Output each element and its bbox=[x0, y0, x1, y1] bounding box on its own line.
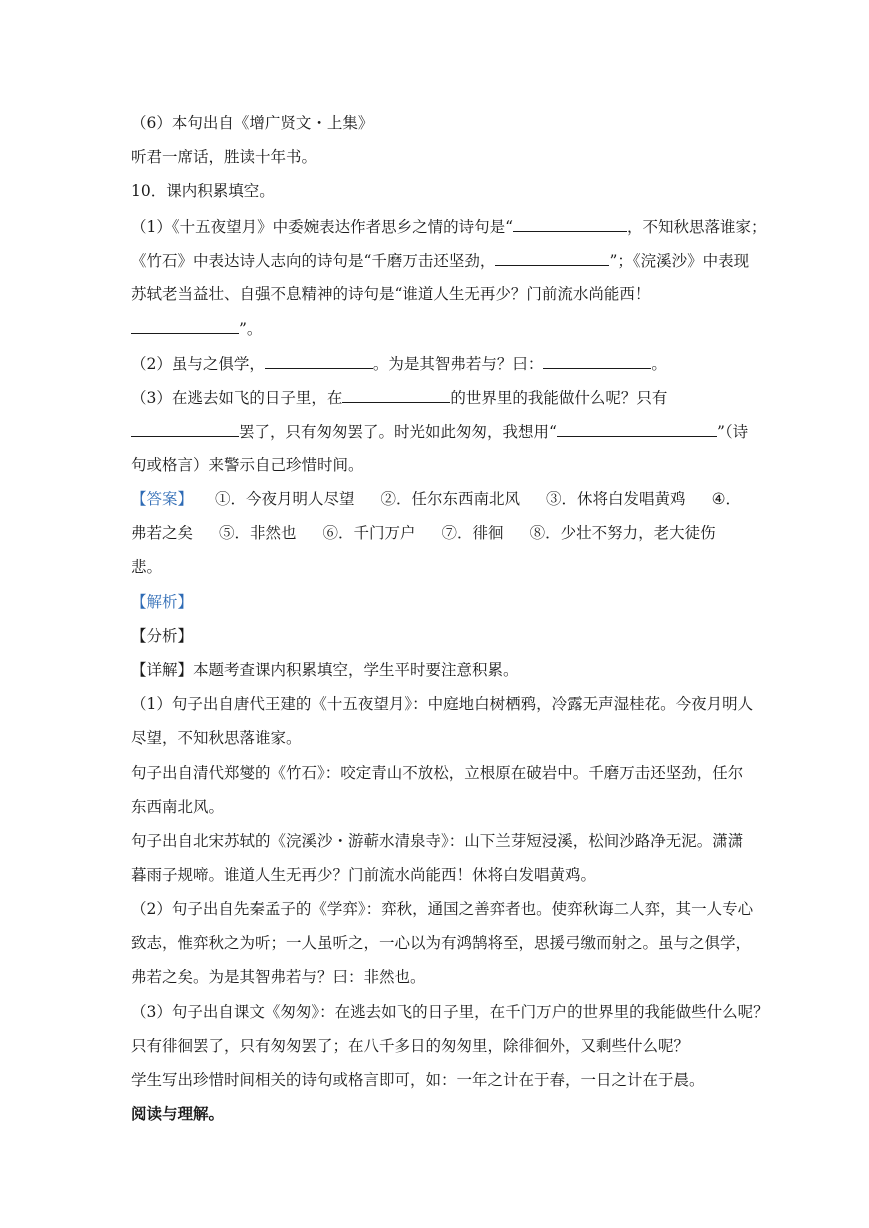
question-text: ”（诗 bbox=[716, 423, 749, 441]
question-line bbox=[131, 216, 767, 237]
answer-item: ①．今夜月明人尽望 bbox=[215, 490, 355, 508]
analysis-paragraph: 句子出自北宋苏轼的《浣溪沙・游蕲水清泉寺》：山下兰芽短浸溪，松间沙路净无泥。潇潇 bbox=[131, 832, 744, 850]
analysis-paragraph: 只有徘徊罢了，只有匆匆罢了；在八千多日的匆匆里，除徘徊外，又剩些什么呢？ bbox=[131, 1037, 690, 1055]
answer-item: ③．休将白发唱黄鸡 bbox=[546, 490, 686, 508]
analysis-paragraph: （2）句子出自先秦孟子的《学弈》：弈秋，通国之善弈者也。使弈秋诲二人弈，其一人专心 bbox=[131, 900, 754, 918]
question-text: 罢了，只有匆匆罢了。时光如此匆匆，我想用“ bbox=[239, 423, 557, 441]
analysis-paragraph: 弗若之矣。为是其智弗若与？曰：非然也。 bbox=[131, 968, 426, 986]
section-heading: 阅读与理解。 bbox=[131, 1104, 225, 1123]
analysis-paragraph: 学生写出珍惜时间相关的诗句或格言即可，如：一年之计在于春，一日之计在于晨。 bbox=[131, 1071, 705, 1089]
detail-tag: 【详解】 bbox=[131, 661, 194, 679]
detail-line bbox=[131, 660, 741, 680]
question-text: ”。 bbox=[239, 320, 263, 338]
answer-item: ⑦．徘徊 bbox=[441, 524, 504, 542]
answer-line: 悲。 bbox=[131, 558, 163, 576]
answer-item: ②．任尔东西南北风 bbox=[380, 490, 521, 508]
question-text: 的世界里的我能做什么呢？只有 bbox=[450, 389, 668, 407]
answer-blank[interactable] bbox=[131, 318, 239, 334]
question-text: 《竹石》中表达诗人志向的诗句是“千磨万击还坚劲， bbox=[131, 252, 496, 270]
answer-item: ⑥．千门万户 bbox=[322, 524, 416, 542]
answer-item: 弗若之矣 bbox=[131, 524, 194, 542]
question-line bbox=[131, 250, 750, 271]
analysis-paragraph: 尽望，不知秋思落谁家。 bbox=[131, 729, 302, 747]
question-text: 。 bbox=[651, 355, 667, 373]
question-line: 句或格言）来警示自己珍惜时间。 bbox=[131, 456, 364, 474]
answer-item: ⑤．非然也 bbox=[219, 524, 297, 542]
question-line bbox=[131, 387, 741, 408]
question-text: ，不知秋思落谁家； bbox=[627, 218, 767, 236]
answer-blank[interactable] bbox=[557, 421, 717, 437]
question-line bbox=[131, 353, 741, 374]
answer-blank[interactable] bbox=[342, 387, 450, 403]
question-line: 苏轼老当益壮、自强不息精神的诗句是“谁道人生无再少？门前流水尚能西！ bbox=[131, 285, 651, 303]
fenxi-tag: 【分析】 bbox=[131, 627, 194, 645]
answer-line bbox=[131, 489, 741, 509]
analysis-tag: 【解析】 bbox=[131, 593, 194, 611]
answer-tag: 【答案】 bbox=[131, 490, 194, 508]
question-line bbox=[131, 421, 749, 442]
question-text: （2）虽与之俱学， bbox=[131, 355, 265, 373]
source-note: （6）本句出自《增广贤文・上集》 bbox=[131, 114, 374, 132]
analysis-paragraph: 东西南北风。 bbox=[131, 798, 225, 816]
question-text: （3）在逃去如飞的日子里，在 bbox=[131, 389, 343, 407]
answer-item: ④． bbox=[711, 490, 741, 508]
answer-line bbox=[131, 523, 741, 543]
analysis-paragraph: 句子出自清代郑燮的《竹石》：咬定青山不放松，立根原在破岩中。千磨万击还坚劲，任尔 bbox=[131, 764, 744, 782]
quote-line: 听君一席话，胜读十年书。 bbox=[131, 148, 318, 166]
question-line bbox=[131, 318, 741, 339]
answer-blank[interactable] bbox=[513, 216, 627, 232]
answer-blank[interactable] bbox=[543, 353, 651, 369]
answer-blank[interactable] bbox=[131, 421, 239, 437]
analysis-paragraph: 致志，惟弈秋之为听；一人虽听之，一心以为有鸿鹄将至，思援弓缴而射之。虽与之俱学， bbox=[131, 934, 752, 952]
analysis-paragraph: （1）句子出自唐代王建的《十五夜望月》：中庭地白树栖鸦，冷露无声湿桂花。今夜月明人 bbox=[131, 695, 754, 713]
answer-item: ⑧．少壮不努力，老大徒伤 bbox=[529, 524, 716, 542]
answer-blank[interactable] bbox=[265, 353, 373, 369]
question-title: 10．课内积累填空。 bbox=[131, 182, 275, 200]
question-text: （1）《十五夜望月》中委婉表达作者思乡之情的诗句是“ bbox=[131, 218, 514, 236]
analysis-paragraph: 暮雨子规啼。谁道人生无再少？门前流水尚能西！休将白发唱黄鸡。 bbox=[131, 866, 597, 884]
question-text: 。为是其智弗若与？曰： bbox=[372, 355, 544, 373]
detail-text: 本题考查课内积累填空，学生平时要注意积累。 bbox=[193, 661, 519, 679]
analysis-paragraph: （3）句子出自课文《匆匆》：在逃去如飞的日子里，在千门万户的世界里的我能做些什么呢？ bbox=[131, 1003, 769, 1021]
answer-blank[interactable] bbox=[495, 250, 609, 266]
question-text: ”；《浣溪沙》中表现 bbox=[609, 252, 750, 270]
